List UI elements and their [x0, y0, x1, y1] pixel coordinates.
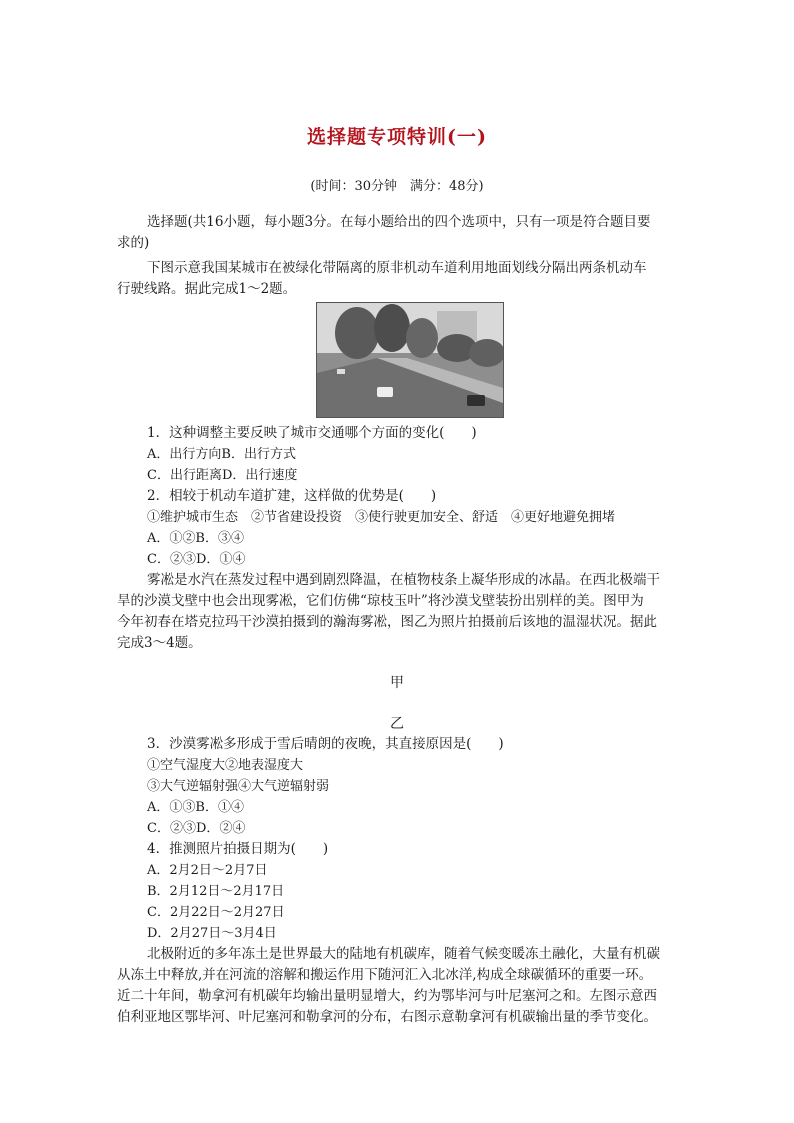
page-title: 选择题专项特训(一) [307, 126, 487, 148]
q2-items: ①维护城市生态 ②节省建设投资 ③使行驶更加安全、舒适 ④更好地避免拥堵 [147, 510, 616, 525]
q4-option-c: C．2月22日～2月27日 [147, 905, 285, 920]
instructions-line-2: 求的) [117, 235, 150, 251]
passage2-line-3: 今年初春在塔克拉玛干沙漠拍摄到的瀚海雾凇，图乙为照片拍摄前后该地的温湿状况。据此 [117, 614, 657, 630]
passage3-line-2: 从冻土中释放,并在河流的溶解和搬运作用下随河汇入北冰洋,构成全球碳循环的重要一环。 [117, 967, 653, 983]
q3-items-2: ③大气逆辐射强④大气逆辐射弱 [147, 779, 330, 794]
q3-options-cd: C．②③D．②④ [147, 821, 246, 836]
q2-options-ab: A．①②B．③④ [147, 531, 244, 546]
q3-stem: 3．沙漠雾凇多形成于雪后晴朗的夜晚，其直接原因是( ) [147, 736, 504, 752]
figure-label-jia: 甲 [390, 675, 404, 691]
q4-option-d: D．2月27日～3月4日 [147, 926, 277, 941]
road-photo-illustration [317, 303, 503, 417]
passage2-line-1: 雾凇是水汽在蒸发过程中遇到剧烈降温，在植物枝条上凝华形成的冰晶。在西北极端干 [147, 572, 660, 588]
instructions-line-1: 选择题(共16小题，每小题3分。在每小题给出的四个选项中，只有一项是符合题目要 [147, 214, 651, 230]
passage3-line-1: 北极附近的多年冻土是世界最大的陆地有机碳库，随着气候变暖冻土融化，大量有机碳 [147, 946, 660, 962]
q3-items-1: ①空气湿度大②地表湿度大 [147, 758, 304, 773]
exam-meta: (时间：30分钟 满分：48分) [310, 179, 484, 194]
road-photo [316, 302, 504, 418]
q1-options-ab: A．出行方向B．出行方式 [147, 447, 296, 462]
passage1-line-1: 下图示意我国某城市在被绿化带隔离的原非机动车道利用地面划线分隔出两条机动车 [147, 260, 647, 276]
passage2-line-2: 旱的沙漠戈壁中也会出现雾凇，它们仿佛“琼枝玉叶”将沙漠戈壁装扮出别样的美。图甲为 [117, 593, 644, 609]
q1-options-cd: C．出行距离D．出行速度 [147, 468, 298, 483]
figure-label-yi: 乙 [390, 716, 404, 732]
q2-options-cd: C．②③D．①④ [147, 552, 246, 567]
passage3-line-4: 伯利亚地区鄂毕河、叶尼塞河和勒拿河的分布，右图示意勒拿河有机碳输出量的季节变化。 [117, 1009, 657, 1025]
q4-option-b: B．2月12日～2月17日 [147, 884, 285, 899]
q3-options-ab: A．①③B．①④ [147, 800, 244, 815]
q2-stem: 2．相较于机动车道扩建，这样做的优势是( ) [147, 488, 437, 504]
passage2-line-4: 完成3～4题。 [117, 635, 202, 651]
passage3-line-3: 近二十年间，勒拿河有机碳年均输出量明显增大，约为鄂毕河与叶尼塞河之和。左图示意西 [117, 988, 657, 1004]
q1-stem: 1．这种调整主要反映了城市交通哪个方面的变化( ) [147, 425, 477, 441]
passage1-line-2: 行驶线路。据此完成1～2题。 [117, 281, 297, 297]
q4-option-a: A．2月2日～2月7日 [147, 863, 268, 878]
q4-stem: 4．推测照片拍摄日期为( ) [147, 841, 329, 857]
